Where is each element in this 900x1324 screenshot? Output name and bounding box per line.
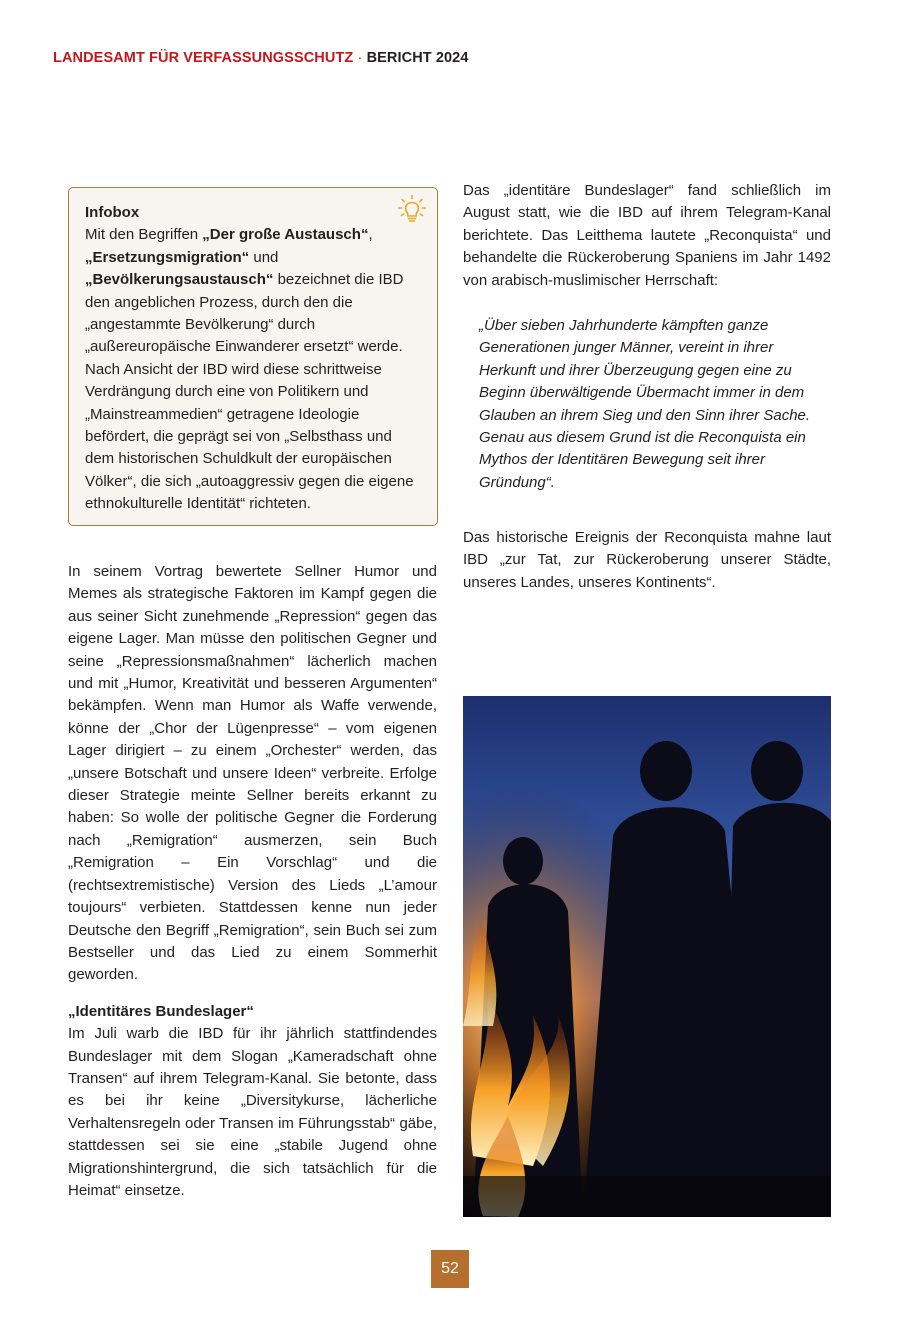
header-organization: LANDESAMT FÜR VERFASSUNGSSCHUTZ xyxy=(53,50,354,66)
body-paragraph: Das historische Ereignis der Reconquista mahne laut IBD „zur Tat, zur Rückeroberung unserer Städte, unseres Landes, unseres Kontinents“. xyxy=(463,529,831,591)
campfire-photo xyxy=(463,696,831,1217)
page-number: 52 xyxy=(431,1250,469,1288)
body-paragraph: Das „identitäre Bundeslager“ fand schließlich im August statt, wie die IBD auf ihrem Telegram-Kanal berichtete. Das Leitthema lautete „Reconquista“ und behandelte die Rückeroberung Spaniens im Jahr 1492 von arabisch-muslimischer Herrschaft: xyxy=(463,182,831,289)
lightbulb-icon xyxy=(397,194,427,224)
term-bevoelkerungsaustausch: „Bevölkerungsaustausch“ xyxy=(85,271,274,289)
infobox xyxy=(68,187,438,526)
infobox-text-part: , xyxy=(368,226,373,244)
blockquote: „Über sieben Jahrhunderte kämpften ganze Generationen junger Männer, vereint in ihrer Herkunft und ihrer Überzeugung gegen eine zu Beginn überwältigende Übermacht immer in dem Glauben an ihrem Sieg und den Sinn ihrer Sache. Genau aus diesem Grund ist die Reconquista ein Mythos der Identitären Bewegung seit ihrer Gründung“. xyxy=(479,317,811,491)
running-header xyxy=(53,50,469,66)
header-report: BERICHT 2024 xyxy=(366,50,469,66)
term-ersetzungsmigration: „Ersetzungsmigration“ xyxy=(85,248,250,266)
left-column-text xyxy=(68,561,437,1202)
body-paragraph: Im Juli warb die IBD für ihr jährlich stattfindendes Bundeslager mit dem Slogan „Kameradschaft ohne Transen“ auf ihrem Telegram-Kanal. Sie betonte, dass es bei ihr keine „Diversitykurse, lächerliche Verhaltensregeln oder Transen im Führungsstab“ gäbe, stattdessen sei sie eine „stabile Jugend ohne Migrationshintergrund, die sich tatsächlich für die Heimat“ einsetze. xyxy=(68,1025,437,1199)
right-column-text-bottom xyxy=(463,527,831,594)
body-paragraph: In seinem Vortrag bewertete Sellner Humor und Memes als strategische Faktoren im Kampf gegen die aus seiner Sicht zunehmende „Repression“ gegen das eigene Lager. Man müsse den politischen Gegner und seine „Repressionsmaßnahmen“ lächerlich machen und mit „Humor, Kreativität und besseren Argumenten“ bekämpfen. Wenn man Humor als Waffe verwende, könne der „Chor der Lügenpresse“ – vom eigenen Lager dirigiert – zu einem „Orchester“ werden, das „unsere Botschaft und unsere Ideen“ verbreite. Erfolge dieser Strategie meinte Sellner bereits erkannt zu haben: So wolle der politische Gegner die Forderung nach „Remigration“ ausmerzen, sein Buch „Remigration – Ein Vorschlag“ und die (rechtsextremistische) Version des Lieds „L’amour toujours“ verbieten. Stattdessen kenne nun jeder Deutsche den Begriff „Remigration“, sein Buch sei zum Bestseller und das Lied zu einem Sommerhit geworden. xyxy=(68,563,437,984)
infobox-text xyxy=(85,224,421,515)
infobox-text-part: und xyxy=(249,248,279,266)
section-heading: „Identitäres Bundeslager“ xyxy=(68,1002,254,1020)
campfire-illustration xyxy=(463,696,831,1217)
header-separator: · xyxy=(357,50,363,66)
right-column-text-top xyxy=(463,180,831,292)
infobox-text-part: bezeichnet die IBD den angeblichen Prozess, durch den die „angestammte Bevölkerung“ durch „außereuropäische Einwanderer ersetzt“ werde. Nach Ansicht der IBD wird diese schrittweise Verdrängung durch eine von Politikern und „Mainstreammedien“ getragene Ideologie befördert, die geprägt sei von „Selbsthass und dem historischen Schuldkult der europäischen Völker“, die sich „autoaggressiv gegen die eigene ethnokulturelle Identität“ richteten. xyxy=(85,271,414,513)
infobox-title: Infobox xyxy=(85,204,140,221)
infobox-text-part: Mit den Begriffen xyxy=(85,226,203,244)
term-grosser-austausch: „Der große Austausch“ xyxy=(202,226,369,244)
